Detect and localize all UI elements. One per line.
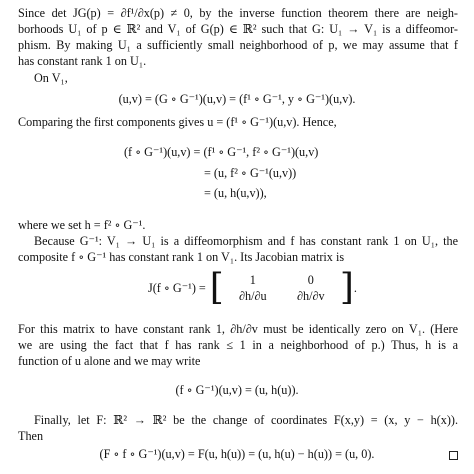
paragraph-1-line-1: Since det JG(p) = ∂f¹/∂x(p) ≠ 0, by the inverse function theorem there are neigh- [18, 6, 458, 20]
paragraph-3-line-1: For this matrix to have constant rank 1, ∂h/∂v must be identically zero on V₁. (Here [18, 322, 458, 336]
where-text: where we set h = f² ∘ G⁻¹. [18, 218, 146, 232]
on-v1-text: On V₁, [34, 71, 68, 85]
paragraph-2-line-2: composite f ∘ G⁻¹ has constant rank 1 on V₁. Its Jacobian matrix is [18, 250, 345, 264]
finally-text: Finally, let F: ℝ² → ℝ² be the change of coordinates F(x,y) = (x, y − h(x)). [34, 413, 458, 427]
equation-2-line-1: (f ∘ G⁻¹)(u,v) = (f¹ ∘ G⁻¹, f² ∘ G⁻¹)(u,v) [124, 145, 319, 159]
equation-2-line-2: = (u, f² ∘ G⁻¹(u,v)) [204, 166, 297, 180]
equation-1: (u,v) = (G ∘ G⁻¹)(u,v) = (f¹ ∘ G⁻¹, y ∘ G⁻¹)(u,v). [118, 92, 356, 106]
matrix-cell-2-1: ∂h/∂u [239, 288, 267, 303]
paragraph-1-line-2: borhoods U₁ of p ∈ ℝ² and V₁ of G(p) ∈ ℝ² such that G: U₁ → V₁ is a diffeomor- [18, 22, 458, 36]
right-bracket: ] [339, 267, 354, 308]
matrix-cell-1-1: 1 [249, 272, 256, 287]
equation-2-line-3: = (u, h(u,v)), [204, 186, 267, 200]
equation-3: (f ∘ G⁻¹)(u,v) = (u, h(u)). [175, 383, 299, 397]
matrix-cell-1-2: 0 [307, 272, 314, 287]
equation-4: (F ∘ f ∘ G⁻¹)(u,v) = F(u, h(u)) = (u, h(u) − h(u)) = (u, 0). [99, 447, 375, 461]
left-bracket: [ [209, 267, 224, 308]
matrix-grid [224, 272, 340, 304]
jacobian-lhs: J(f ∘ G⁻¹) = [148, 280, 206, 295]
paragraph-3-line-2: we are using the fact that f has rank ≤ 1 in a neighborhood of p.) Thus, h is a [18, 338, 458, 352]
paragraph-1-line-4: has constant rank 1 on U₁. [18, 54, 147, 68]
comparing-text: Comparing the first components gives u = (f¹ ∘ G⁻¹)(u,v). Hence, [18, 115, 337, 129]
matrix-cell-2-2: ∂h/∂v [297, 288, 325, 303]
then-text: Then [18, 429, 44, 443]
paragraph-2-line-1: Because G⁻¹: V₁ → U₁ is a diffeomorphism and f has constant rank 1 on U₁, the [34, 234, 458, 248]
paragraph-3-line-3: function of u alone and we may write [18, 354, 201, 368]
jacobian-matrix [148, 267, 357, 308]
qed-box [449, 451, 458, 460]
paragraph-1-line-3: phism. By making U₁ a sufficiently small neighborhood of p, we may assume that f [18, 38, 458, 52]
jacobian-end: . [353, 280, 357, 295]
